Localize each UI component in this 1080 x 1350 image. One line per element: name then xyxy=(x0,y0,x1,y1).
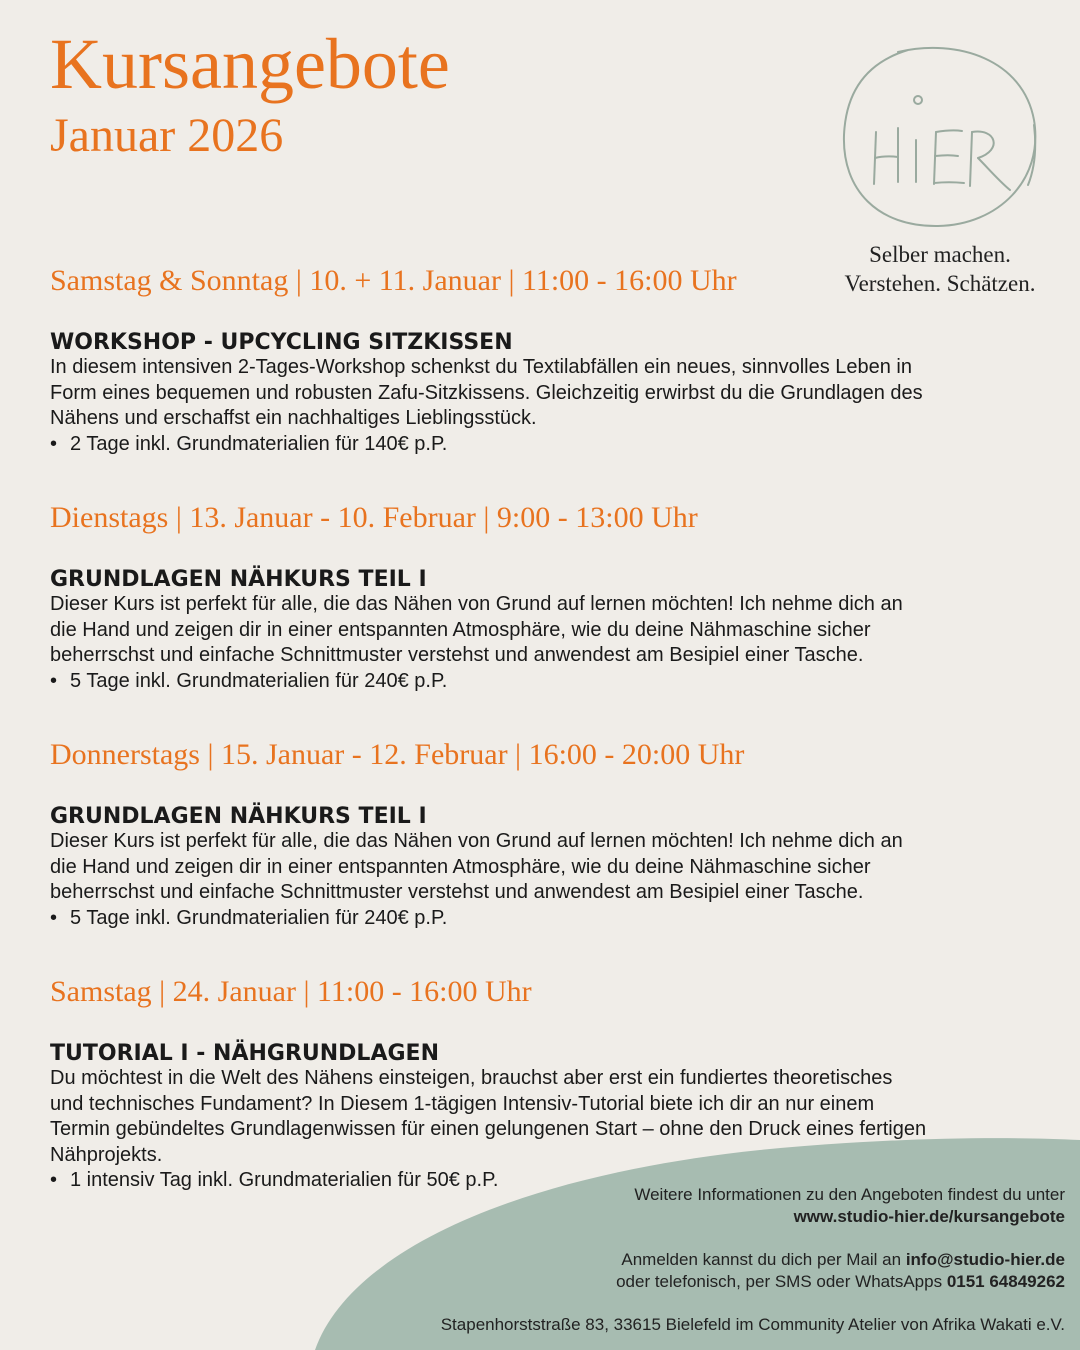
course-description: Du möchtest in die Welt des Nähens einsteigen, brauchst aber erst ein fundiertes theoretisches und technisches Fundament? In Diesem 1-tägigen Intensiv-Tutorial biete ich dir an nur einem Termin gebündeltes Grundlagenwissen für einen gelungenen Start – ohne den Druck eines fertigen Nähprojekts. xyxy=(50,1067,927,1166)
footer-phone-text: oder telefonisch, per SMS oder WhatsApps xyxy=(616,1272,947,1291)
course-description: Dieser Kurs ist perfekt für alle, die das Nähen von Grund auf lernen möchten! Ich nehme dich an die Hand und zeigen dir in einer entspannten Atmosphäre, wie du deine Nähmaschine sicher beherrschst und einfache Schnittmuster verstehst und anwendest am Besipiel einer Tasche. xyxy=(50,593,903,666)
course-price: 5 Tage inkl. Grundmaterialien für 240€ p.P. xyxy=(70,906,448,929)
footer-signup-text: Anmelden kannst du dich per Mail an xyxy=(621,1250,906,1269)
course-price: 1 intensiv Tag inkl. Grundmaterialien für 50€ p.P. xyxy=(70,1169,499,1191)
footer-info-text: Weitere Informationen zu den Angeboten findest du unter xyxy=(634,1185,1065,1204)
footer-email-link[interactable]: info@studio-hier.de xyxy=(905,1250,1065,1269)
course-title: GRUNDLAGEN NÄHKURS TEIL I xyxy=(50,804,427,829)
course-price-item xyxy=(50,432,950,457)
footer-info xyxy=(441,1184,1065,1336)
course-description: In diesem intensiven 2-Tages-Workshop schenkst du Textilabfällen ein neues, sinnvolles Leben in Form eines bequemen und robusten Zafu-Sitzkissens. Gleichzeitig erwirbst du die Grundlagen des Nähens und erschaffst ein nachhaltiges Lieblingsstück. xyxy=(50,356,923,429)
page-title: Kursangebote xyxy=(50,24,450,104)
footer-website-link[interactable]: www.studio-hier.de/kursangebote xyxy=(793,1207,1065,1226)
footer-phone-line xyxy=(441,1271,1065,1293)
course-description: Dieser Kurs ist perfekt für alle, die das Nähen von Grund auf lernen möchten! Ich nehme dich an die Hand und zeigen dir in einer entspannten Atmosphäre, wie du deine Nähmaschine sicher beherrschst und einfache Schnittmuster verstehst und anwendest am Besipiel einer Tasche. xyxy=(50,830,903,903)
course-title: WORKSHOP - UPCYCLING SITZKISSEN xyxy=(50,330,513,355)
course-schedule: Samstag | 24. Januar | 11:00 - 16:00 Uhr xyxy=(50,975,532,1008)
course-schedule: Donnerstags | 15. Januar - 12. Februar | 16:00 - 20:00 Uhr xyxy=(50,738,745,771)
studio-logo xyxy=(838,40,1043,230)
course-section xyxy=(50,263,950,457)
course-title: GRUNDLAGEN NÄHKURS TEIL I xyxy=(50,567,427,592)
bullet-icon: • xyxy=(50,906,58,929)
bullet-icon: • xyxy=(50,669,58,692)
bullet-icon: • xyxy=(50,432,58,455)
course-price-item xyxy=(50,669,950,694)
page-subtitle: Januar 2026 xyxy=(50,109,284,162)
course-title: TUTORIAL I - NÄHGRUNDLAGEN xyxy=(50,1041,439,1066)
course-section xyxy=(50,974,950,1193)
course-schedule: Dienstags | 13. Januar - 10. Februar | 9:00 - 13:00 Uhr xyxy=(50,501,698,534)
footer-signup-line xyxy=(441,1249,1065,1271)
course-schedule: Samstag & Sonntag | 10. + 11. Januar | 11:00 - 16:00 Uhr xyxy=(50,264,737,297)
course-price: 5 Tage inkl. Grundmaterialien für 240€ p.P. xyxy=(70,669,448,692)
course-section xyxy=(50,500,950,694)
tagline-line-2: Verstehen. Schätzen. xyxy=(844,271,1036,296)
course-price: 2 Tage inkl. Grundmaterialien für 140€ p.P. xyxy=(70,432,448,455)
course-price-item xyxy=(50,906,950,931)
bullet-icon: • xyxy=(50,1169,58,1191)
course-section xyxy=(50,737,950,931)
tagline-line-1: Selber machen. xyxy=(869,242,1011,267)
footer-address: Stapenhorststraße 83, 33615 Bielefeld im Community Atelier von Afrika Wakati e.V. xyxy=(440,1315,1065,1334)
footer-phone-number[interactable]: 0151 64849262 xyxy=(946,1272,1065,1291)
